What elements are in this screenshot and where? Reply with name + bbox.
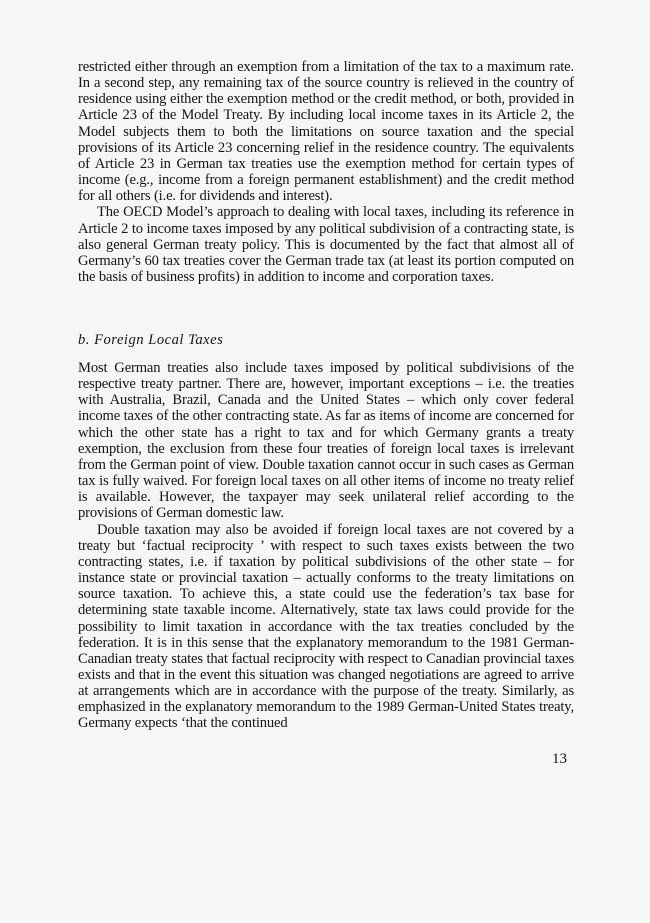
- paragraph-foreign-local-taxes: Most German treaties also include taxes imposed by political subdivisions of the respective treaty partner. There are, however, important exceptions – i.e. the treaties with Australia, Brazil, Canada and the United States – which only cover federal income taxes of the other contracting state. As far as items of income are concerned for which the other state has a right to tax and for which Germany grants a treaty exemption, the exclusion from these four treaties of foreign local taxes is irrelevant from the German point of view. Double taxation cannot occur in such cases as German tax is fully waived. For foreign local taxes on all other items of income no treaty relief is available. However, the taxpayer may seek unilateral relief according to the provisions of German domestic law.: [78, 360, 574, 522]
- paragraph-oecd-model: The OECD Model’s approach to dealing with local taxes, including its reference in Article 2 to income taxes imposed by any political subdivision of a contracting state, is also general German treaty policy. This is documented by the fact that almost all of Germany’s 60 tax treaties cover the German trade tax (at least its portion computed on the basis of business profits) in addition to income and corporation taxes.: [78, 204, 574, 286]
- body-text-top: [78, 59, 574, 285]
- paragraph-continued: restricted either through an exemption from a limitation of the tax to a maximum rate. In a second step, any remaining tax of the source country is relieved in the country of residence using either the exemption method or the credit method, or both, provided in Article 23 of the Model Treaty. By including local income taxes in its Article 2, the Model subjects them to both the limitations on source taxation and the special provisions of its Article 23 concerning relief in the residence country. The equivalents of Article 23 in German tax treaties use the exemption method for certain types of income (e.g., income from a foreign permanent establishment) and the credit method for all others (i.e. for dividends and interest).: [78, 59, 574, 205]
- section-heading: b. Foreign Local Taxes: [78, 332, 224, 348]
- page-number: 13: [552, 751, 567, 767]
- paragraph-factual-reciprocity: Double taxation may also be avoided if foreign local taxes are not covered by a treaty but ‘factual reciprocity ’ with respect to such taxes exists between the two contracting states, i.e. if taxation by political subdivisions of the other state – for instance state or provincial taxation – actually conforms to the treaty limitations on source taxation. To achieve this, a state could use the federation’s tax base for determining state taxable income. Alternatively, state tax laws could provide for the possibility to limit taxation in accordance with the tax treaties concluded by the federation. It is in this sense that the explanatory memorandum to the 1981 German-Canadian treaty states that factual reciprocity with respect to Canadian provincial taxes exists and that in the event this situation was changed negotiations are agreed to arrive at arrangements which are in accordance with the purpose of the treaty. Similarly, as emphasized in the explanatory memorandum to the 1989 German-United States treaty, Germany expects ‘that the continued: [78, 521, 574, 732]
- section-body: [78, 360, 574, 732]
